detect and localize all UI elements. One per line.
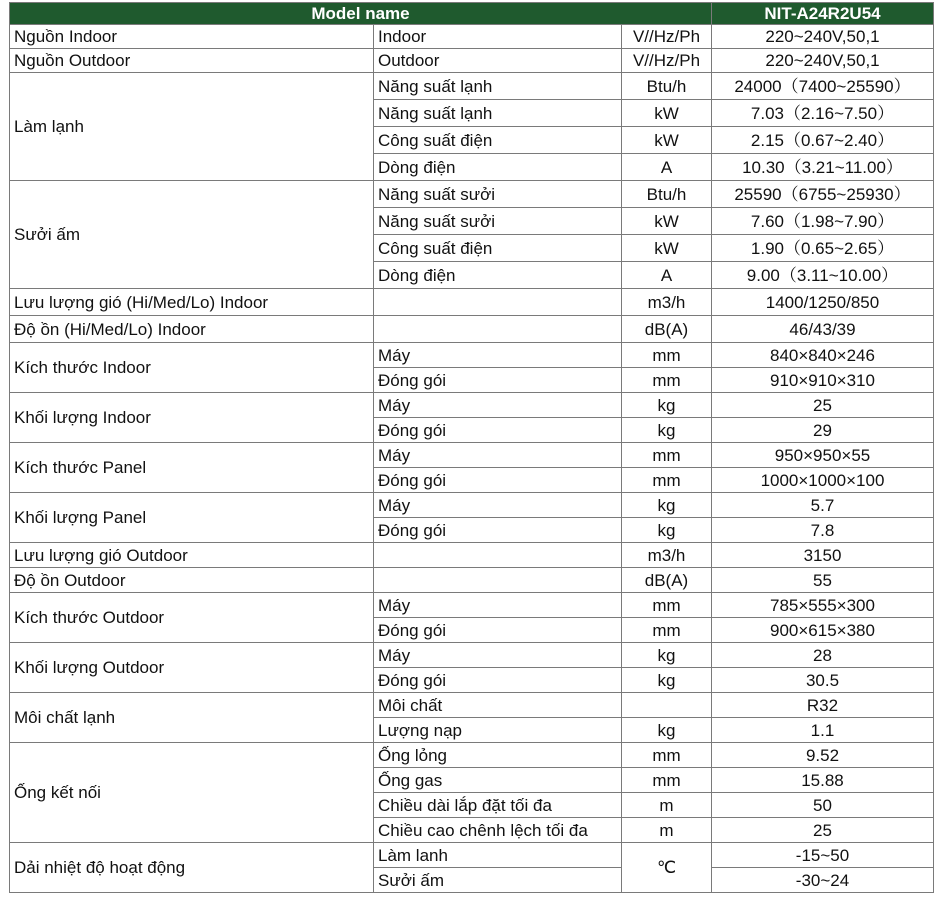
spec-category: Kích thước Indoor <box>10 343 374 393</box>
spec-subitem: Indoor <box>374 25 622 49</box>
spec-unit: kW <box>622 100 712 127</box>
spec-subitem: Máy <box>374 343 622 368</box>
spec-category: Độ ồn (Hi/Med/Lo) Indoor <box>10 316 374 343</box>
spec-value: 840×840×246 <box>712 343 934 368</box>
spec-subitem: Ống gas <box>374 768 622 793</box>
spec-category: Nguồn Indoor <box>10 25 374 49</box>
spec-unit: V//Hz/Ph <box>622 25 712 49</box>
spec-value: -30~24 <box>712 868 934 893</box>
table-row <box>10 49 934 73</box>
spec-unit: A <box>622 262 712 289</box>
spec-value: 9.52 <box>712 743 934 768</box>
spec-value: 10.30（3.21~11.00） <box>712 154 934 181</box>
spec-subitem: Đóng gói <box>374 368 622 393</box>
spec-value: 25 <box>712 818 934 843</box>
table-row <box>10 73 934 100</box>
spec-value: 1000×1000×100 <box>712 468 934 493</box>
spec-value: 220~240V,50,1 <box>712 49 934 73</box>
spec-unit: mm <box>622 768 712 793</box>
spec-unit: kg <box>622 493 712 518</box>
spec-value: 1.1 <box>712 718 934 743</box>
spec-subitem: Outdoor <box>374 49 622 73</box>
spec-unit: mm <box>622 618 712 643</box>
spec-category: Kích thước Panel <box>10 443 374 493</box>
spec-value: 7.8 <box>712 518 934 543</box>
spec-body <box>10 25 934 893</box>
table-row <box>10 643 934 668</box>
spec-subitem: Chiều cao chênh lệch tối đa <box>374 818 622 843</box>
spec-category: Ống kết nối <box>10 743 374 843</box>
spec-unit: dB(A) <box>622 316 712 343</box>
spec-value: 1400/1250/850 <box>712 289 934 316</box>
spec-value: 2.15（0.67~2.40） <box>712 127 934 154</box>
table-row <box>10 693 934 718</box>
spec-unit: kW <box>622 208 712 235</box>
spec-unit: m3/h <box>622 289 712 316</box>
spec-subitem <box>374 289 622 316</box>
spec-value: 25590（6755~25930） <box>712 181 934 208</box>
table-row <box>10 289 934 316</box>
spec-category: Làm lạnh <box>10 73 374 181</box>
spec-category: Dải nhiệt độ hoạt động <box>10 843 374 893</box>
spec-category: Lưu lượng gió Outdoor <box>10 543 374 568</box>
spec-value: 50 <box>712 793 934 818</box>
spec-value: 15.88 <box>712 768 934 793</box>
spec-unit: Btu/h <box>622 181 712 208</box>
spec-unit: kg <box>622 718 712 743</box>
spec-value: -15~50 <box>712 843 934 868</box>
spec-subitem: Lượng nạp <box>374 718 622 743</box>
spec-subitem <box>374 543 622 568</box>
spec-value: 28 <box>712 643 934 668</box>
spec-subitem: Năng suất sưởi <box>374 208 622 235</box>
spec-value: 950×950×55 <box>712 443 934 468</box>
spec-subitem: Dòng điện <box>374 154 622 181</box>
spec-subitem: Năng suất lạnh <box>374 73 622 100</box>
table-row <box>10 181 934 208</box>
spec-subitem <box>374 316 622 343</box>
spec-subitem: Năng suất sưởi <box>374 181 622 208</box>
spec-value: 900×615×380 <box>712 618 934 643</box>
spec-unit: mm <box>622 368 712 393</box>
spec-unit: ℃ <box>622 843 712 893</box>
table-row <box>10 493 934 518</box>
spec-subitem: Máy <box>374 443 622 468</box>
spec-subitem: Đóng gói <box>374 518 622 543</box>
spec-subitem: Môi chất <box>374 693 622 718</box>
spec-unit: mm <box>622 743 712 768</box>
spec-unit <box>622 693 712 718</box>
spec-category: Khối lượng Outdoor <box>10 643 374 693</box>
spec-subitem: Đóng gói <box>374 418 622 443</box>
spec-unit: dB(A) <box>622 568 712 593</box>
spec-category: Lưu lượng gió (Hi/Med/Lo) Indoor <box>10 289 374 316</box>
table-row <box>10 393 934 418</box>
spec-category: Nguồn Outdoor <box>10 49 374 73</box>
spec-category: Độ ồn Outdoor <box>10 568 374 593</box>
spec-value: 7.03（2.16~7.50） <box>712 100 934 127</box>
spec-unit: m3/h <box>622 543 712 568</box>
spec-subitem <box>374 568 622 593</box>
spec-unit: mm <box>622 343 712 368</box>
spec-value: 55 <box>712 568 934 593</box>
spec-unit: A <box>622 154 712 181</box>
spec-value: 220~240V,50,1 <box>712 25 934 49</box>
model-name-header: Model name <box>10 3 712 25</box>
spec-category: Khối lượng Panel <box>10 493 374 543</box>
spec-value: 785×555×300 <box>712 593 934 618</box>
table-row <box>10 316 934 343</box>
model-code-header: NIT-A24R2U54 <box>712 3 934 25</box>
spec-value: 25 <box>712 393 934 418</box>
spec-value: 910×910×310 <box>712 368 934 393</box>
spec-value: 9.00（3.11~10.00） <box>712 262 934 289</box>
spec-category: Sưởi ấm <box>10 181 374 289</box>
spec-subitem: Máy <box>374 493 622 518</box>
spec-subitem: Sưởi ấm <box>374 868 622 893</box>
spec-value: 5.7 <box>712 493 934 518</box>
spec-value: 46/43/39 <box>712 316 934 343</box>
spec-value: 29 <box>712 418 934 443</box>
spec-subitem: Máy <box>374 593 622 618</box>
spec-subitem: Năng suất lạnh <box>374 100 622 127</box>
spec-value: 7.60（1.98~7.90） <box>712 208 934 235</box>
spec-subitem: Đóng gói <box>374 618 622 643</box>
spec-unit: mm <box>622 468 712 493</box>
spec-unit: kW <box>622 235 712 262</box>
spec-value: 24000（7400~25590） <box>712 73 934 100</box>
spec-subitem: Công suất điện <box>374 235 622 262</box>
spec-value: 1.90（0.65~2.65） <box>712 235 934 262</box>
spec-unit: Btu/h <box>622 73 712 100</box>
spec-unit: mm <box>622 593 712 618</box>
spec-subitem: Công suất điện <box>374 127 622 154</box>
table-row <box>10 843 934 868</box>
spec-subitem: Máy <box>374 643 622 668</box>
spec-category: Khối lượng Indoor <box>10 393 374 443</box>
spec-subitem: Máy <box>374 393 622 418</box>
spec-category: Môi chất lạnh <box>10 693 374 743</box>
table-row <box>10 25 934 49</box>
spec-value: 3150 <box>712 543 934 568</box>
header-row <box>10 3 934 25</box>
spec-subitem: Đóng gói <box>374 468 622 493</box>
spec-unit: V//Hz/Ph <box>622 49 712 73</box>
spec-subitem: Ống lỏng <box>374 743 622 768</box>
spec-unit: kg <box>622 418 712 443</box>
spec-subitem: Chiều dài lắp đặt tối đa <box>374 793 622 818</box>
table-row <box>10 443 934 468</box>
table-row <box>10 568 934 593</box>
spec-category: Kích thước Outdoor <box>10 593 374 643</box>
spec-unit: kg <box>622 518 712 543</box>
spec-subitem: Dòng điện <box>374 262 622 289</box>
spec-subitem: Làm lanh <box>374 843 622 868</box>
spec-unit: m <box>622 818 712 843</box>
spec-unit: kg <box>622 668 712 693</box>
spec-unit: kg <box>622 393 712 418</box>
spec-unit: mm <box>622 443 712 468</box>
table-row <box>10 593 934 618</box>
table-row <box>10 743 934 768</box>
spec-subitem: Đóng gói <box>374 668 622 693</box>
spec-unit: kg <box>622 643 712 668</box>
table-row <box>10 543 934 568</box>
spec-unit: m <box>622 793 712 818</box>
spec-value: 30.5 <box>712 668 934 693</box>
table-row <box>10 343 934 368</box>
spec-unit: kW <box>622 127 712 154</box>
spec-table <box>9 2 934 893</box>
spec-value: R32 <box>712 693 934 718</box>
